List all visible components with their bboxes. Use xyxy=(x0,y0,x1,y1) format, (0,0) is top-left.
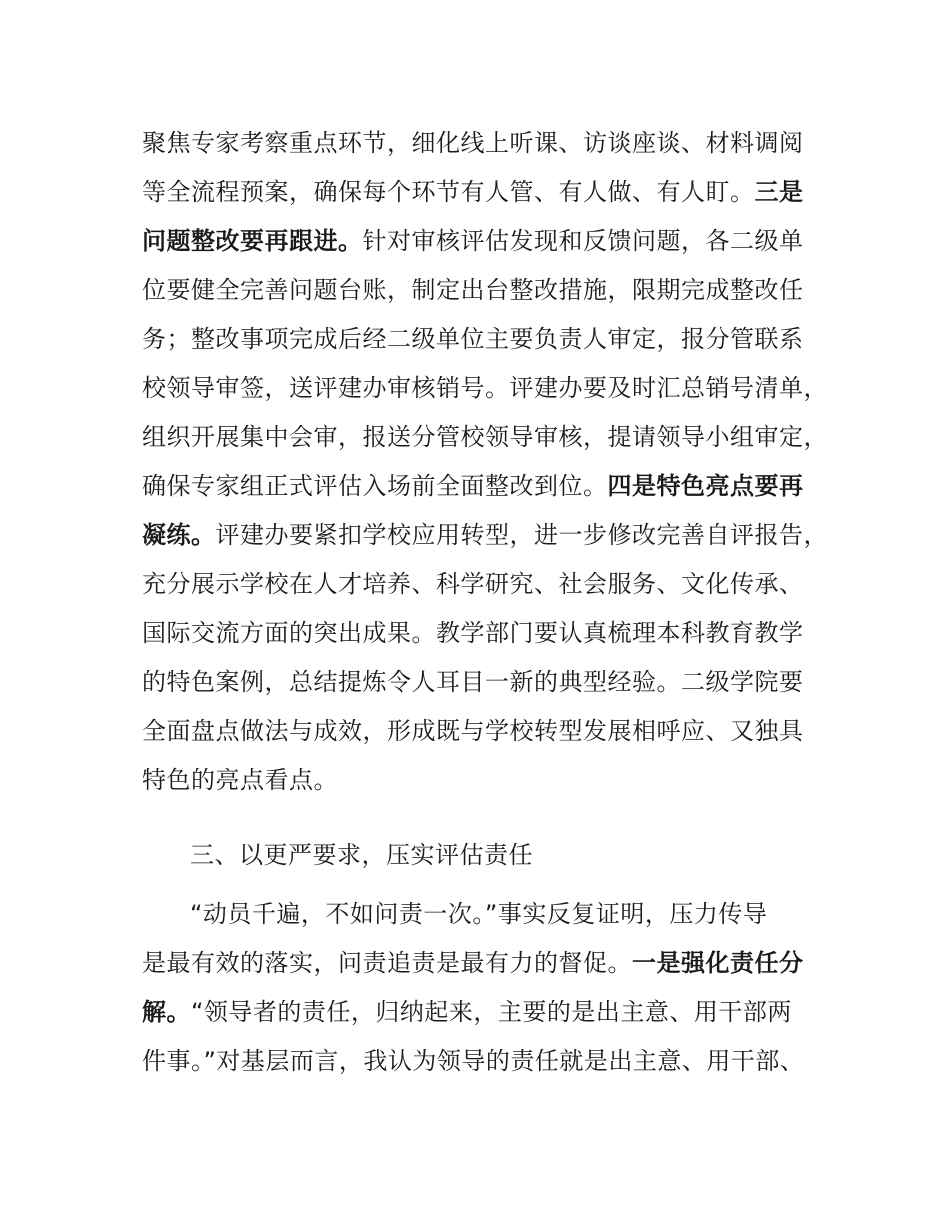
paragraph-line: 充分展示学校在人才培养、科学研究、社会服务、文化传承、 xyxy=(142,570,804,598)
paragraph-line: 解。“领导者的责任，归纳起来，主要的是出主意、用干部两 xyxy=(142,998,792,1026)
paragraph-line: 的特色案例，总结提炼令人耳目一新的典型经验。二级学院要 xyxy=(142,668,804,696)
paragraph-line: 等全流程预案，确保每个环节有人管、有人做、有人盯。三是 xyxy=(142,178,804,206)
bold-point-four-title: 凝练。 xyxy=(142,521,216,549)
paragraph-line: 位要健全完善问题台账，制定出台整改措施，限期完成整改任 xyxy=(142,276,804,304)
paragraph-line: 务；整改事项完成后经二级单位主要负责人审定，报分管联系 xyxy=(142,325,804,353)
bold-point-one: 一是强化责任分 xyxy=(632,949,804,977)
paragraph-line: 全面盘点做法与成效，形成既与学校转型发展相呼应、又独具 xyxy=(142,717,804,745)
paragraph-line: 凝练。评建办要紧扣学校应用转型，进一步修改完善自评报告， xyxy=(142,521,828,549)
bold-point-three-title: 问题整改要再跟进。 xyxy=(142,227,363,255)
paragraph-line: 国际交流方面的突出成果。教学部门要认真梳理本科教育教学 xyxy=(142,619,804,647)
paragraph-line: “动员千遍，不如问责一次。”事实反复证明，压力传导 xyxy=(190,900,768,928)
bold-point-one-title: 解。 xyxy=(142,998,191,1026)
paragraph-line: 问题整改要再跟进。针对审核评估发现和反馈问题，各二级单 xyxy=(142,227,804,255)
paragraph-line: 确保专家组正式评估入场前全面整改到位。四是特色亮点要再 xyxy=(142,472,804,500)
paragraph-line: 是最有效的落实，问责追责是最有力的督促。一是强化责任分 xyxy=(142,949,804,977)
paragraph-line: 件事。”对基层而言，我认为领导的责任就是出主意、用干部、 xyxy=(142,1047,805,1075)
bold-point-four: 四是特色亮点要再 xyxy=(607,472,804,500)
paragraph-line: 组织开展集中会审，报送分管校领导审核，提请领导小组审定， xyxy=(142,423,828,451)
paragraph-line: 聚焦专家考察重点环节，细化线上听课、访谈座谈、材料调阅 xyxy=(142,129,804,157)
section-heading: 三、以更严要求，压实评估责任 xyxy=(190,841,533,869)
bold-point-three: 三是 xyxy=(754,178,804,206)
paragraph-line: 校领导审签，送评建办审核销号。评建办要及时汇总销号清单， xyxy=(142,374,828,402)
paragraph-line: 特色的亮点看点。 xyxy=(142,766,338,794)
